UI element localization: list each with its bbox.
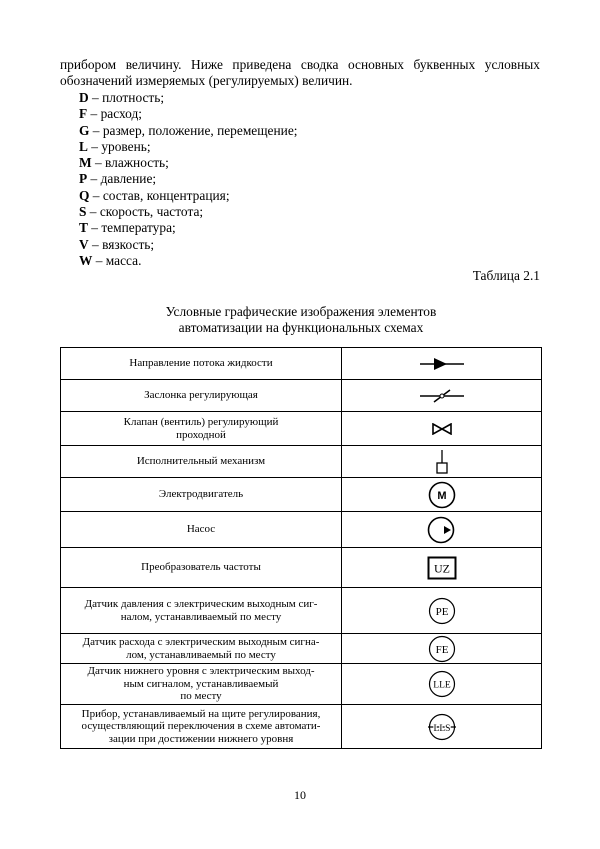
definition-item <box>79 253 298 269</box>
definition-text: – размер, положение, перемещение; <box>89 122 298 138</box>
row-label: Датчик давления с электрическим выходным сиг- налом, устанавливаемый по месту <box>61 588 342 634</box>
icon-cell <box>342 588 542 634</box>
icon-cell <box>342 478 542 512</box>
intro-line-2: обозначений измеряемых (регулируемых) величин. <box>60 73 353 89</box>
symbols-table <box>60 347 542 749</box>
definition-letter: F <box>79 106 88 122</box>
definition-text: – расход; <box>87 106 143 122</box>
definition-letter: S <box>79 204 87 220</box>
intro-paragraph <box>60 57 540 89</box>
definition-item <box>79 188 298 204</box>
definition-item <box>79 90 298 106</box>
table-row <box>61 446 542 478</box>
sensor-symbol-text: PE <box>435 605 448 618</box>
converter-symbol-text: UZ <box>433 561 450 575</box>
icon-cell <box>342 634 542 664</box>
pump-icon <box>427 516 457 544</box>
icon-cell <box>342 412 542 446</box>
sensor-symbol-text: LLE <box>432 680 451 691</box>
table-row <box>61 705 542 749</box>
definition-letter: W <box>79 252 93 268</box>
definition-text: – температура; <box>87 220 176 236</box>
frequency-converter-icon <box>427 556 457 580</box>
table-row <box>61 664 542 705</box>
definition-text: – вязкость; <box>88 236 155 252</box>
row-label: Преобразователь частоты <box>61 548 342 588</box>
icon-cell <box>342 446 542 478</box>
table-row <box>61 478 542 512</box>
definition-text: – состав, концентрация; <box>89 187 230 203</box>
definition-item <box>79 106 298 122</box>
definition-item <box>79 204 298 220</box>
definition-letter: P <box>79 171 88 187</box>
table-row <box>61 548 542 588</box>
definition-letter: M <box>79 155 92 171</box>
table-title <box>60 304 542 336</box>
definition-item <box>79 123 298 139</box>
row-label: Насос <box>61 512 342 548</box>
electric-motor-icon <box>428 481 456 509</box>
motor-symbol-text: M <box>436 489 447 502</box>
row-label: Заслонка регулирующая <box>61 380 342 412</box>
table-number: Таблица 2.1 <box>472 268 540 283</box>
icon-cell <box>342 664 542 705</box>
table-title-line-1: Условные графические изображения элементов <box>165 304 437 319</box>
icon-cell <box>342 548 542 588</box>
flow-sensor-icon <box>428 635 456 663</box>
definition-text: – скорость, частота; <box>86 204 204 220</box>
definition-text: – уровень; <box>87 138 151 154</box>
icon-cell <box>342 705 542 749</box>
low-level-sensor-icon <box>428 670 456 698</box>
actuator-icon <box>435 450 449 474</box>
icon-cell <box>342 348 542 380</box>
definition-letter: V <box>79 236 89 252</box>
definition-letter: T <box>79 220 88 236</box>
definition-text: – масса. <box>92 252 142 268</box>
page-number: 10 <box>294 788 306 802</box>
intro-line-1: прибором величину. Ниже приведена сводка основных буквенных условных <box>60 57 540 72</box>
table-title-line-2: автоматизации на функциональных схемах <box>178 320 424 335</box>
row-label: Клапан (вентиль) регулирующий проходной <box>61 412 342 446</box>
definitions-list <box>79 90 298 269</box>
table-row <box>61 634 542 664</box>
definition-item <box>79 139 298 155</box>
switch-symbol-text: LLS <box>433 723 450 734</box>
icon-cell <box>342 380 542 412</box>
definition-item <box>79 237 298 253</box>
definition-item <box>79 155 298 171</box>
row-label: Прибор, устанавливаемый на щите регулирования, осуществляющий переключения в схеме автомати- зации при достижении нижнего уровня <box>61 705 342 749</box>
definition-letter: G <box>79 122 90 138</box>
definition-letter: L <box>79 138 88 154</box>
definition-letter: D <box>79 90 89 105</box>
definition-item <box>79 220 298 236</box>
definition-text: – давление; <box>87 171 157 187</box>
row-label: Направление потока жидкости <box>61 348 342 380</box>
control-damper-icon <box>420 387 464 405</box>
definition-item <box>79 171 298 187</box>
row-label: Датчик нижнего уровня с электрическим выход- ным сигналом, устанавливаемый по месту <box>61 664 342 705</box>
table-row <box>61 588 542 634</box>
sensor-symbol-text: FE <box>435 643 448 656</box>
row-label: Датчик расхода с электрическим выходным сигна- лом, устанавливаемый по месту <box>61 634 342 664</box>
row-label: Исполнительный механизм <box>61 446 342 478</box>
flow-direction-arrow-icon <box>420 357 464 371</box>
row-label: Электродвигатель <box>61 478 342 512</box>
table-row <box>61 380 542 412</box>
panel-level-switch-icon <box>426 712 458 742</box>
control-valve-icon <box>432 423 452 435</box>
definition-text: – влажность; <box>91 155 169 171</box>
pressure-sensor-icon <box>428 597 456 625</box>
icon-cell <box>342 512 542 548</box>
definition-letter: Q <box>79 187 90 203</box>
table-row <box>61 412 542 446</box>
table-row <box>61 348 542 380</box>
table-row <box>61 512 542 548</box>
definition-text: – плотность; <box>88 90 165 105</box>
